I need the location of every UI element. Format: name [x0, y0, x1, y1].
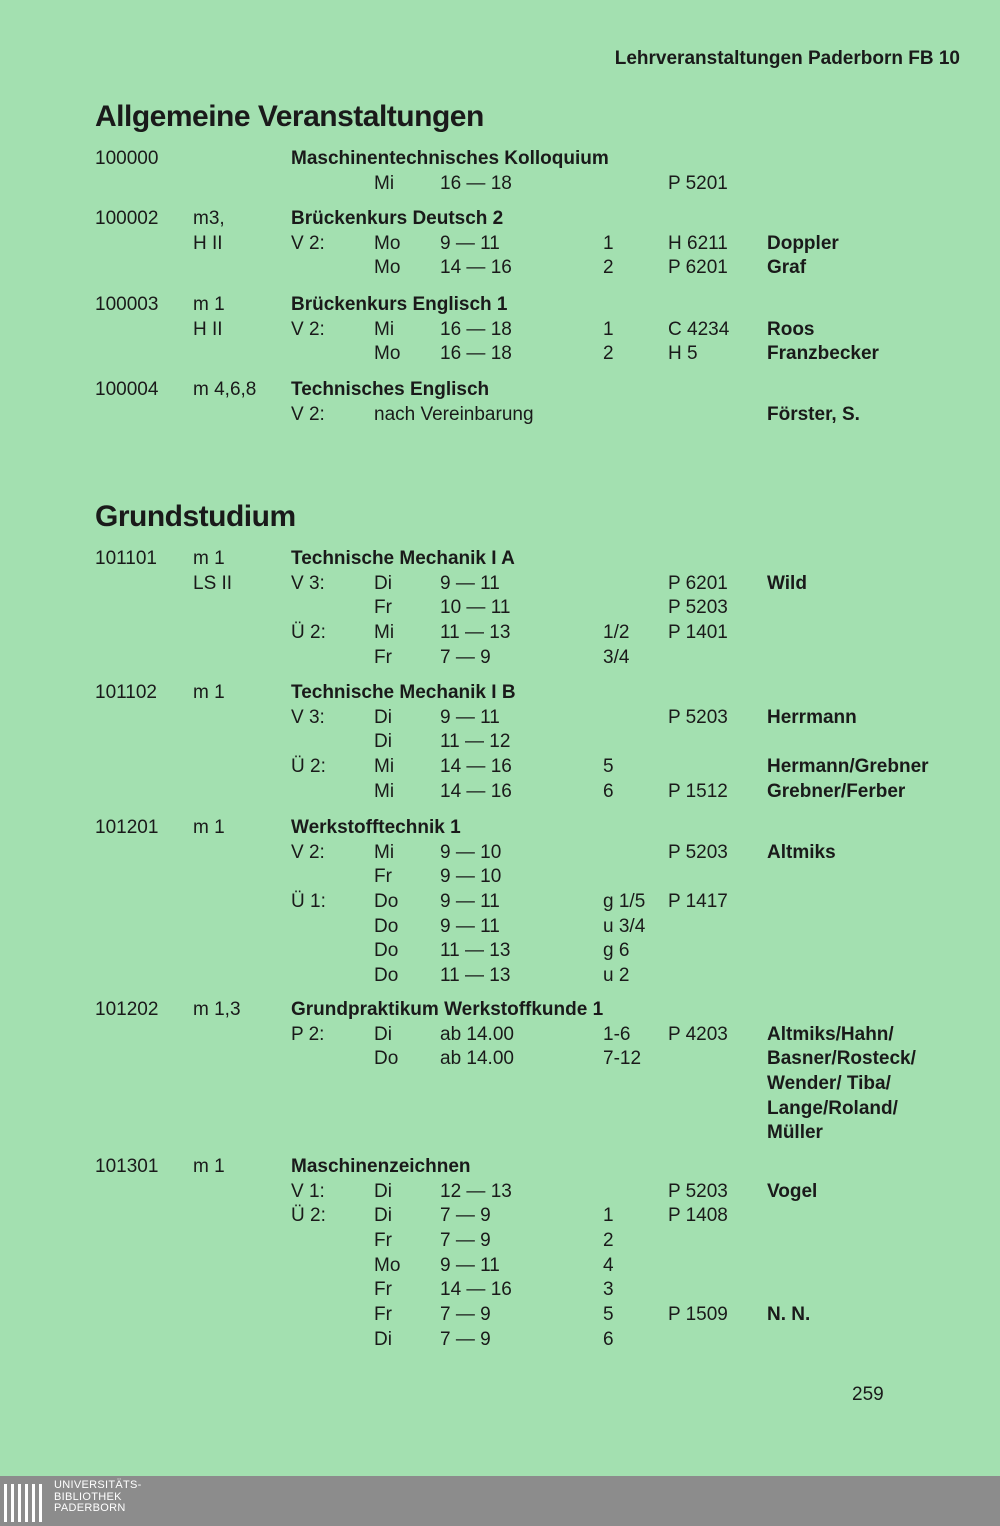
course-line: [0, 816, 1000, 841]
course-time: 16 — 18: [440, 318, 512, 340]
course-line: [0, 998, 1000, 1023]
course-day: Mi: [374, 172, 395, 194]
course-mod: H II: [193, 232, 223, 254]
course-type: V 3:: [291, 706, 325, 728]
course-line: [0, 730, 1000, 755]
course-num: 100002: [95, 208, 159, 229]
course-entry: [0, 547, 1000, 670]
course-room: P 5203: [668, 841, 728, 863]
course-title: Technische Mechanik I B: [291, 682, 516, 703]
course-day: Mi: [374, 622, 395, 644]
course-time: 10 — 11: [440, 597, 511, 619]
course-line: [0, 1204, 1000, 1229]
course-num: 100004: [95, 379, 159, 400]
course-line: [0, 1278, 1000, 1303]
course-line: [0, 1328, 1000, 1353]
course-day: Fr: [374, 1304, 392, 1326]
course-line: [0, 890, 1000, 915]
course-room: P 1417: [668, 891, 728, 913]
course-line: [0, 318, 1000, 343]
course-grp: 2: [603, 257, 614, 279]
course-line: [0, 342, 1000, 367]
course-title: Maschinentechnisches Kolloquium: [291, 148, 609, 169]
course-line: [0, 964, 1000, 989]
course-time: 9 — 11: [440, 572, 500, 594]
course-grp: 3/4: [603, 646, 630, 668]
course-grp: 6: [603, 1328, 614, 1350]
course-time: 12 — 13: [440, 1180, 512, 1202]
course-day: Mo: [374, 343, 401, 365]
course-title: Brückenkurs Deutsch 2: [291, 208, 504, 229]
course-day: Do: [374, 1048, 399, 1070]
course-room: P 5203: [668, 597, 728, 619]
course-time: 11 — 13: [440, 965, 511, 987]
course-title: Technisches Englisch: [291, 379, 490, 400]
course-time: ab 14.00: [440, 1048, 514, 1070]
course-time: 7 — 9: [440, 1304, 491, 1326]
course-lect: N. N.: [767, 1304, 811, 1326]
course-day: Do: [374, 940, 399, 962]
course-type: V 2:: [291, 318, 325, 340]
course-day: Do: [374, 891, 399, 913]
course-time: 11 — 13: [440, 622, 511, 644]
course-grp: u 2: [603, 965, 630, 987]
course-day: Di: [374, 1328, 392, 1350]
course-mod: m 1: [193, 817, 225, 838]
course-lect: Altmiks/Hahn/: [767, 1023, 894, 1045]
running-header: Lehrveranstaltungen Paderborn FB 10: [614, 48, 960, 69]
course-line: [0, 207, 1000, 232]
course-lect: Franzbecker: [767, 343, 879, 365]
course-room: P 1509: [668, 1304, 728, 1326]
course-time: 9 — 11: [440, 232, 500, 254]
course-entry: [0, 681, 1000, 804]
library-footer: [0, 1476, 1000, 1526]
course-day: Do: [374, 915, 399, 937]
course-time: 14 — 16: [440, 1279, 512, 1301]
course-entry: [0, 147, 1000, 196]
course-lect: Hermann/Grebner: [767, 756, 929, 778]
course-line: [0, 572, 1000, 597]
course-line: [0, 621, 1000, 646]
course-entry: [0, 816, 1000, 989]
course-room: P 1408: [668, 1205, 728, 1227]
course-day: Mo: [374, 1254, 401, 1276]
course-room: P 5203: [668, 706, 728, 728]
course-type: V 3:: [291, 572, 325, 594]
course-line: [0, 256, 1000, 281]
course-time: 9 — 11: [440, 891, 500, 913]
course-day: Fr: [374, 866, 392, 888]
course-line: [0, 1097, 1000, 1122]
course-type: V 1:: [291, 1180, 325, 1202]
course-time: 9 — 11: [440, 915, 500, 937]
course-lect: Graf: [767, 257, 807, 279]
course-lect: Basner/Rosteck/: [767, 1048, 916, 1070]
course-line: [0, 1023, 1000, 1048]
course-num: 100003: [95, 294, 159, 315]
course-day: Fr: [374, 646, 392, 668]
course-mod: LS II: [193, 572, 233, 594]
course-type: V 2:: [291, 841, 325, 863]
course-line: [0, 706, 1000, 731]
course-lect: Grebner/Ferber: [767, 780, 906, 802]
course-room: C 4234: [668, 318, 730, 340]
course-day: Di: [374, 731, 392, 753]
course-time: 14 — 16: [440, 257, 512, 279]
library-logo-text: UNIVERSITÄTS- BIBLIOTHEK PADERBORN: [54, 1479, 142, 1514]
course-mod: m 1: [193, 548, 225, 569]
course-lect: Altmiks: [767, 841, 836, 863]
course-day: Do: [374, 965, 399, 987]
course-time: 11 — 12: [440, 731, 511, 753]
course-time: 11 — 13: [440, 940, 511, 962]
course-line: [0, 547, 1000, 572]
course-mod: m 4,6,8: [193, 379, 257, 400]
course-line: [0, 1047, 1000, 1072]
course-grp: 7-12: [603, 1048, 642, 1070]
course-time: 14 — 16: [440, 780, 512, 802]
section-title-grundstudium: Grundstudium: [95, 500, 296, 533]
course-day: Fr: [374, 1279, 392, 1301]
course-mod: m 1,3: [193, 999, 241, 1020]
course-day: Di: [374, 1180, 392, 1202]
course-grp: g 6: [603, 940, 630, 962]
course-type: Ü 2:: [291, 622, 326, 644]
course-line: [0, 378, 1000, 403]
course-mod: m 1: [193, 1156, 225, 1177]
course-time: 9 — 10: [440, 866, 502, 888]
course-line: [0, 232, 1000, 257]
course-room: P 6201: [668, 257, 728, 279]
course-day: Fr: [374, 597, 392, 619]
course-day: Mo: [374, 257, 401, 279]
course-lect: Förster, S.: [767, 403, 860, 425]
course-line: [0, 1155, 1000, 1180]
course-day: Fr: [374, 1230, 392, 1252]
course-line: [0, 403, 1000, 428]
course-lect: Lange/Roland/: [767, 1097, 898, 1119]
course-time: 9 — 10: [440, 841, 502, 863]
course-day: Di: [374, 1205, 392, 1227]
course-line: [0, 841, 1000, 866]
course-grp: 5: [603, 1304, 614, 1326]
course-line: [0, 939, 1000, 964]
course-time: 16 — 18: [440, 172, 512, 194]
course-room: P 5201: [668, 172, 728, 194]
course-room: P 5203: [668, 1180, 728, 1202]
course-lect: Roos: [767, 318, 815, 340]
section-title-allgemeine: Allgemeine Veranstaltungen: [95, 100, 484, 133]
course-grp: 2: [603, 343, 614, 365]
course-room: P 1401: [668, 622, 728, 644]
course-room: H 6211: [668, 232, 728, 254]
course-type: Ü 1:: [291, 891, 326, 913]
course-line: [0, 1121, 1000, 1146]
course-line: [0, 596, 1000, 621]
course-lect: Vogel: [767, 1180, 818, 1202]
course-line: [0, 681, 1000, 706]
course-grp: 3: [603, 1279, 614, 1301]
course-title: Maschinenzeichnen: [291, 1156, 471, 1177]
course-line: [0, 1072, 1000, 1097]
course-type: P 2:: [291, 1023, 325, 1045]
course-day: Mi: [374, 841, 395, 863]
course-line: [0, 1254, 1000, 1279]
course-line: [0, 1303, 1000, 1328]
course-time: 9 — 11: [440, 706, 500, 728]
course-num: 101201: [95, 817, 159, 838]
course-grp: 6: [603, 780, 614, 802]
course-entry: [0, 1155, 1000, 1353]
course-grp: 1-6: [603, 1023, 631, 1045]
course-grp: 4: [603, 1254, 614, 1276]
course-title: Brückenkurs Englisch 1: [291, 294, 508, 315]
course-entry: [0, 998, 1000, 1146]
course-line: [0, 147, 1000, 172]
course-day: Mi: [374, 756, 395, 778]
course-grp: 2: [603, 1230, 614, 1252]
course-title: Technische Mechanik I A: [291, 548, 515, 569]
course-time: ab 14.00: [440, 1023, 514, 1045]
course-mod: m 1: [193, 682, 225, 703]
course-line: [0, 755, 1000, 780]
course-day: Di: [374, 1023, 392, 1045]
course-line: [0, 172, 1000, 197]
course-day: Di: [374, 572, 392, 594]
course-line: [0, 1180, 1000, 1205]
course-lect: Wender/ Tiba/: [767, 1073, 891, 1095]
course-time: 14 — 16: [440, 756, 512, 778]
course-num: 101202: [95, 999, 159, 1020]
course-mod: m 1: [193, 294, 225, 315]
course-time: 7 — 9: [440, 1205, 491, 1227]
course-line: [0, 780, 1000, 805]
course-room: P 1512: [668, 780, 728, 802]
course-day: Mo: [374, 232, 401, 254]
course-mod: m3,: [193, 208, 225, 229]
course-time: 7 — 9: [440, 1230, 491, 1252]
course-day: Mi: [374, 318, 395, 340]
course-line: [0, 915, 1000, 940]
course-room: H 5: [668, 343, 698, 365]
course-lect: Müller: [767, 1122, 823, 1144]
course-lect: Herrmann: [767, 706, 857, 728]
course-lect: Wild: [767, 572, 807, 594]
course-room: P 4203: [668, 1023, 728, 1045]
course-day: Di: [374, 706, 392, 728]
course-grp: 1: [603, 318, 614, 340]
course-grp: g 1/5: [603, 891, 646, 913]
course-grp: u 3/4: [603, 915, 646, 937]
course-time: 7 — 9: [440, 646, 491, 668]
course-num: 101301: [95, 1156, 159, 1177]
course-grp: 1: [603, 232, 614, 254]
course-time: 7 — 9: [440, 1328, 491, 1350]
course-entry: [0, 378, 1000, 427]
page-number: 259: [852, 1384, 884, 1405]
course-title: Grundpraktikum Werkstoffkunde 1: [291, 999, 604, 1020]
course-day: nach Vereinbarung: [374, 403, 534, 425]
course-type: V 2:: [291, 232, 325, 254]
course-line: [0, 293, 1000, 318]
course-day: Mi: [374, 780, 395, 802]
course-line: [0, 1229, 1000, 1254]
course-num: 101101: [95, 548, 157, 569]
course-type: V 2:: [291, 403, 325, 425]
course-time: 9 — 11: [440, 1254, 500, 1276]
library-logo-icon: [4, 1484, 42, 1522]
course-title: Werkstofftechnik 1: [291, 817, 461, 838]
course-type: Ü 2:: [291, 756, 326, 778]
course-room: P 6201: [668, 572, 728, 594]
course-grp: 1: [603, 1205, 614, 1227]
course-lect: Doppler: [767, 232, 839, 254]
course-line: [0, 865, 1000, 890]
course-num: 101102: [95, 682, 157, 703]
course-type: Ü 2:: [291, 1205, 326, 1227]
course-line: [0, 646, 1000, 671]
course-grp: 1/2: [603, 622, 630, 644]
course-num: 100000: [95, 148, 159, 169]
course-time: 16 — 18: [440, 343, 512, 365]
course-entry: [0, 207, 1000, 281]
course-mod: H II: [193, 318, 223, 340]
course-entry: [0, 293, 1000, 367]
course-grp: 5: [603, 756, 614, 778]
